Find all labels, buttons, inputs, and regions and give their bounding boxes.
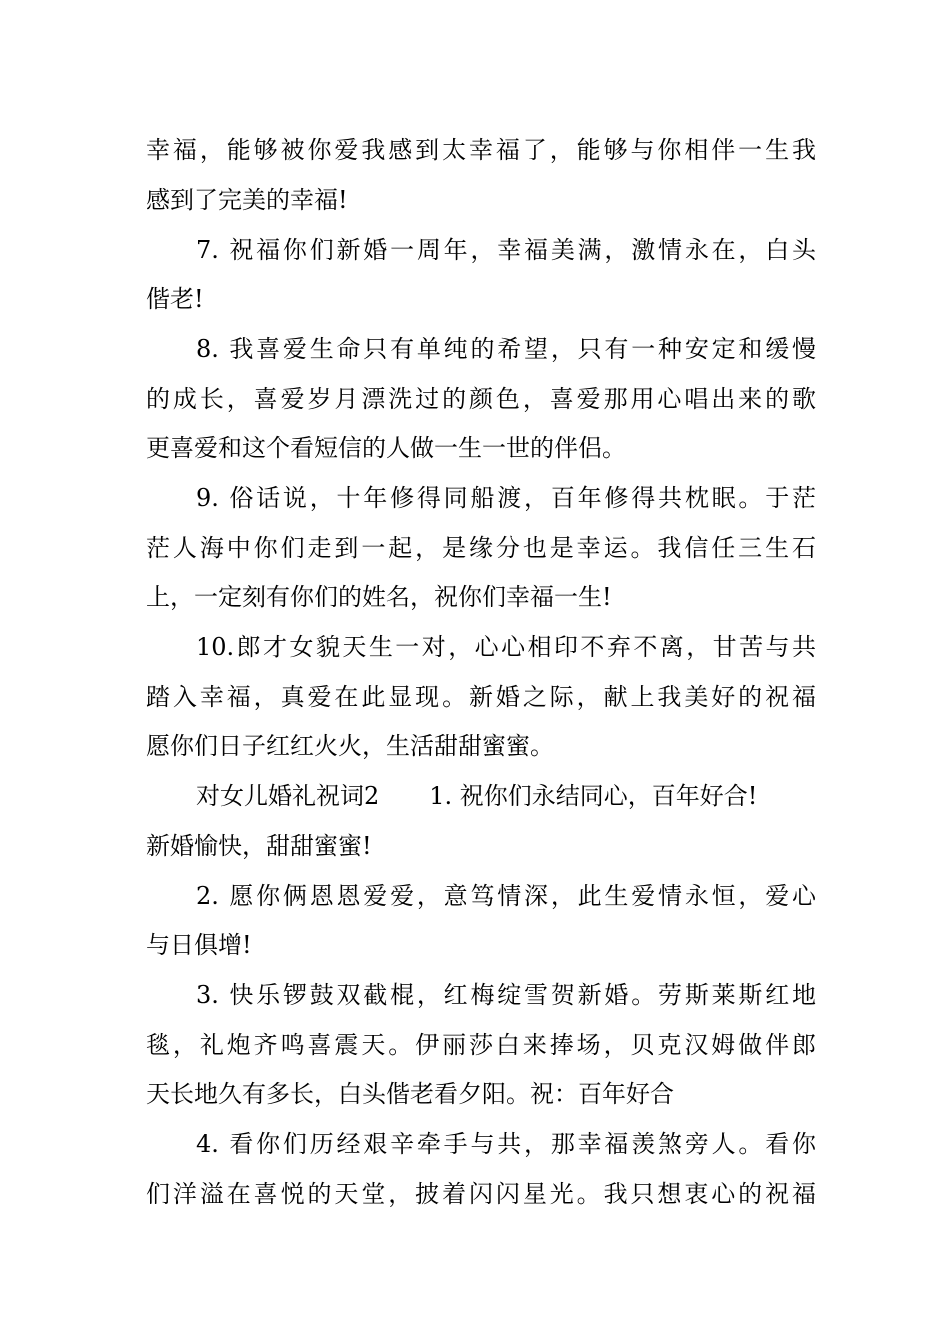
text-line: 踏入幸福，真爱在此显现。新婚之际，献上我美好的祝福 — [146, 683, 816, 711]
section-line — [196, 776, 816, 816]
text-line: 感到了完美的幸福! — [146, 186, 348, 214]
list-item-4: 4. 看你们历经艰辛牵手与共，那幸福羡煞旁人。看你 — [196, 1130, 816, 1158]
list-item-3: 3. 快乐锣鼓双截棍，红梅绽雪贺新婚。劳斯莱斯红地 — [196, 981, 816, 1009]
list-item-9: 9. 俗话说，十年修得同船渡，百年修得共枕眠。于茫 — [196, 484, 816, 512]
text-line: 更喜爱和这个看短信的人做一生一世的伴侣。 — [146, 434, 626, 462]
list-item-1: 1. 祝你们永结同心，百年好合! — [429, 782, 758, 810]
text-line: 毯，礼炮齐鸣喜震天。伊丽莎白来捧场，贝克汉姆做伴郎 — [146, 1031, 816, 1059]
text-line: 茫人海中你们走到一起，是缘分也是幸运。我信任三生石 — [146, 534, 816, 562]
text-line: 上，一定刻有你们的姓名，祝你们幸福一生! — [146, 583, 612, 611]
text-line: 幸福，能够被你爱我感到太幸福了，能够与你相伴一生我 — [146, 136, 816, 164]
text-line: 天长地久有多长，白头偕老看夕阳。祝：百年好合 — [146, 1080, 674, 1108]
text-line: 新婚愉快，甜甜蜜蜜! — [146, 832, 372, 860]
text-line: 愿你们日子红红火火，生活甜甜蜜蜜。 — [146, 732, 554, 760]
list-item-2: 2. 愿你俩恩恩爱爱，意笃情深，此生爱情永恒，爱心 — [196, 882, 816, 910]
text-line: 们洋溢在喜悦的天堂，披着闪闪星光。我只想衷心的祝福 — [146, 1180, 816, 1208]
text-line: 的成长，喜爱岁月漂洗过的颜色，喜爱那用心唱出来的歌 — [146, 385, 816, 413]
list-item-7: 7. 祝福你们新婚一周年，幸福美满，激情永在，白头 — [196, 236, 816, 264]
section-heading: 对女儿婚礼祝词2 — [196, 782, 380, 810]
text-line: 偕老! — [146, 285, 204, 313]
list-item-8: 8. 我喜爱生命只有单纯的希望，只有一种安定和缓慢 — [196, 335, 816, 363]
text-line: 与日俱增! — [146, 931, 252, 959]
list-item-10: 10.郎才女貌天生一对，心心相印不弃不离，甘苦与共 — [196, 633, 816, 661]
